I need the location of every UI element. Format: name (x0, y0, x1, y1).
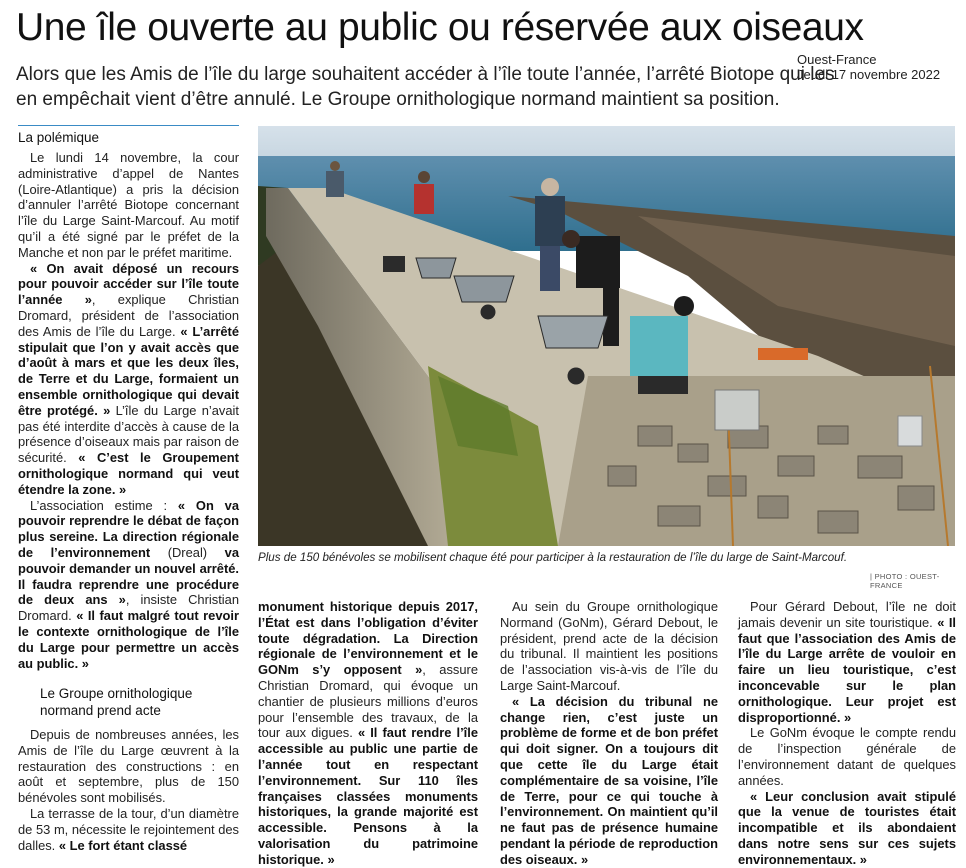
subheading: Le Groupe ornithologique normand prend acte (40, 686, 193, 718)
paragraph: La terrasse de la tour, d’un diamètre de 53 m, nécessite le rejointement des dalles. « Le fort étant classé (18, 805, 239, 853)
paragraph: Pour Gérard Debout, l’île ne doit jamais devenir un site touristique. « Il faut que l’association des Amis de l’île du Large arrête de vouloir en faire un lieu touristique, c’est inconcevable sur le plan ornithologique. Leur projet est disproportionné. » (738, 599, 956, 725)
quote: « La décision du tribunal ne change rien, c’est juste un problème de forme et de bon préfet qui doit signer. On a toujours dit que cette île du Large était complémentaire de sa voisine, l’île de Terre, pour ce qui touche à l’environnement. On maintient qu’il ne faut pas de présence humaine pendant la période de reproduction des oiseaux. » (500, 693, 718, 867)
column-3 (500, 599, 718, 868)
paragraph: Le lundi 14 novembre, la cour administrative d’appel de Nantes (Loire-Atlantique) a pris la décision d’annuler l’arrêté Biotope concernant l’île du Large Saint-Marcouf. Au motif qu’il a été signé par le préfet de la Manche et non par le préfet maritime. (18, 150, 239, 260)
quote: va pouvoir demander un nouvel arrêté. Il faudra reprendre une procédure de deux ans » (18, 544, 239, 608)
quote: monument historique depuis 2017, l’État est dans l’obligation d’éviter toute dégradation. La Direction régionale de l’environnement et le GONm s’y opposent » (258, 599, 478, 678)
photo-credit: | PHOTO : OUEST-FRANCE (870, 572, 940, 590)
paragraph (500, 694, 718, 868)
paragraph: Le GoNm évoque le compte rendu de l’inspection générale de l’environnement datant de quelques années. (738, 725, 956, 788)
paragraph: Depuis de nombreuses années, les Amis de l’île du Large œuvrent à la restauration des constructions : en août et septembre, plus de 150 bénévoles sont mobilisés. (18, 727, 239, 806)
quote: « Leur conclusion avait stipulé que la venue de touristes était incompatible et ils abondaient dans notre sens sur ces sujets environnementaux. » (738, 788, 956, 867)
column-1-continued (18, 727, 239, 853)
column-1 (18, 150, 239, 671)
paragraph: Au sein du Groupe ornithologique Normand (GoNm), Gérard Debout, le président, prend acte de la décision du tribunal. Il maintient les positions de l’association vis-à-vis de l’île du Large Saint-Marcouf. (500, 599, 718, 693)
quote: « C’est le Groupement ornithologique normand qui veut étendre la zone. » (18, 450, 239, 497)
quote: « L’arrêté stipulait que l’on y avait accès que d’août à mars et que les deux îles, de Terre et du Large, formaient un ensemble ornithologique qui devait être protégé. » (18, 323, 240, 418)
article-photo (258, 126, 955, 546)
quote: « Le fort étant classé (58, 837, 188, 853)
column-4 (738, 599, 956, 868)
paragraph: monument historique depuis 2017, l’État est dans l’obligation d’éviter toute dégradation. La Direction régionale de l’environnement et le GONm s’y opposent », assure Christian Dromard, qui évoque un chantier de plusieurs millions d’euros pour l’ensemble des travaux, de la tour aux digues. « Il faut rendre l’île accessible au public une partie de l’année tout en respectant l’environnement. Sur 110 îles françaises classées monuments historiques, la grande majorité est accessible. Pensons à la valorisation du patrimoine historique. » (258, 599, 478, 867)
quote: « Il faut rendre l’île accessible au public une partie de l’année tout en respectant l’environnement. Sur 110 îles françaises classées monuments historiques, la grande majorité est accessible. Pensons à la valorisation du patrimoine historique. » (258, 725, 478, 867)
quote: « On va pouvoir reprendre le débat de façon plus sereine. La direction régionale de l’environnement (18, 497, 240, 560)
paragraph: « On avait déposé un recours pour pouvoir accéder sur l’île toute l’année », explique Christian Dromard, président de l’association des Amis de l’île du Large. « L’arrêté stipulait que l’on y avait accès que d’août à mars et que les deux îles, de Terre et du Large, formaient un ensemble ornithologique qui devait être protégé. » L’île du Large n’avait pas été interdite d’accès à cause de la présence d’oiseaux mais par raison de sécurité. « C’est le Groupement ornithologique normand qui veut étendre la zone. » (18, 260, 240, 497)
quote: « On avait déposé un recours pour pouvoir accéder sur l’île toute l’année » (18, 260, 239, 308)
paragraph (738, 789, 956, 868)
deck: Alors que les Amis de l’île du large souhaitent accéder à l’île toute l’année, l’arrêté Biotope qui les en empêchait vient d’être annulé. Le Groupe ornithologique normand maintient sa position. (16, 64, 835, 110)
column-2 (258, 599, 478, 868)
photo-caption: Plus de 150 bénévoles se mobilisent chaque été pour participer à la restauration de l’île du large de Saint-Marcouf. (258, 551, 848, 564)
paragraph: L’association estime : « On va pouvoir reprendre le débat de façon plus sereine. La direction régionale de l’environnement (Dreal) va pouvoir demander un nouvel arrêté. Il faudra reprendre une procédure de deux ans », insiste Christian Dromard. « Il faut malgré tout revoir le contexte ornithologique de l’île du Large pour permettre un accès au public. » (18, 497, 240, 671)
quote: « Il faut que l’association des Amis de l’île du Large arrête de vouloir en faire un lieu touristique, c’est inconcevable sur le plan ornithologique. Leur projet est disproportionné. » (738, 614, 956, 725)
rubric: La polémique (18, 125, 239, 145)
source-name: Ouest-France (797, 52, 877, 67)
quote: « Il faut malgré tout revoir le contexte ornithologique de l’île du Large pour permettre un accès au public. » (18, 608, 239, 671)
volunteers-restoration-photo (258, 126, 955, 546)
headline: Une île ouverte au public ou réservée aux oiseaux (16, 6, 864, 49)
publication-date: Jeudi 17 novembre 2022 (797, 67, 941, 82)
source-block (797, 52, 940, 82)
